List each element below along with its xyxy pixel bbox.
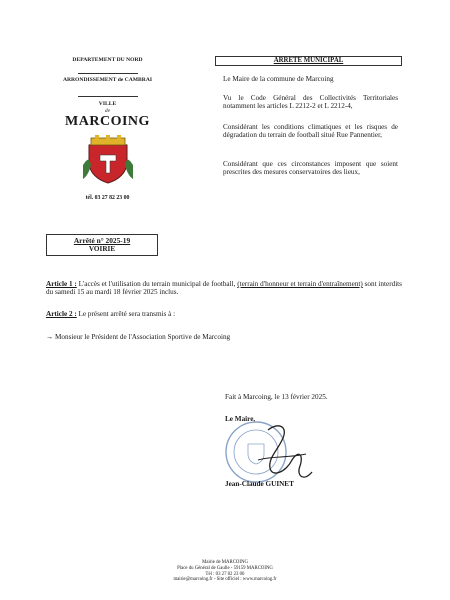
footer — [120, 560, 330, 583]
divider-2 — [78, 96, 138, 97]
town-name: MARCOING — [65, 114, 150, 129]
preamble-vu: Vu le Code Général des Collectivités Territoriales notamment les articles L 2212-2 et L 2212-4, — [223, 94, 398, 111]
preamble-considerant-2: Considérant que ces circonstances imposent que soient prescrites des mesures conservatoires des lieux, — [223, 160, 398, 177]
mayor-role: Le Maire, — [225, 415, 256, 423]
recipient-line: → Monsieur le Président de l'Association Sportive de Marcoing — [46, 333, 231, 341]
article-1-text-start: L'accès et l'utilisation du terrain municipal de football, — [76, 280, 238, 288]
arrete-subject: VOIRIE — [88, 245, 116, 253]
preamble-mayor: Le Maire de la commune de Marcoing — [223, 75, 334, 83]
arrete-number-box — [46, 234, 158, 256]
article-1-text-end: sont interdits du samedi 15 au mardi 18 février 2025 inclus. — [46, 280, 402, 297]
article-1-underlined: (terrain d'honneur et terrain d'entraînement) — [237, 280, 363, 288]
preamble-considerant-1: Considérant les conditions climatiques et les risques de dégradation du terrain de football situé Rue Pannentier, — [223, 123, 398, 140]
place-date: Fait à Marcoing, le 13 février 2025. — [225, 393, 328, 401]
article-1-label: Article 1 : — [46, 280, 77, 288]
phone-number: tél. 03 27 82 23 00 — [85, 195, 130, 201]
arrete-number: Arrêté n° 2025-19 — [73, 236, 131, 245]
ville-label: VILLE — [98, 101, 117, 107]
mayor-name: Jean-Claude GUINET — [225, 480, 294, 488]
footer-line-3: Tél : 03 27 82 23 00 — [205, 571, 245, 577]
coat-of-arms-icon — [83, 135, 133, 185]
title-box: ARRETE MUNICIPAL — [215, 56, 402, 66]
divider-1 — [78, 73, 138, 74]
footer-line-2: Place du Général de Gaulle - 59159 MARCOING — [177, 565, 273, 571]
arrondissement-label: ARRONDISSEMENT de CAMBRAI — [62, 77, 153, 83]
article-1 — [46, 280, 402, 296]
de-label: de — [104, 108, 111, 114]
article-2-label: Article 2 : — [46, 310, 77, 318]
footer-line-4: mairie@marcoing.fr - Site officiel : www.marcoing.fr — [173, 577, 277, 583]
department-label: DEPARTEMENT DU NORD — [72, 57, 143, 63]
article-2-text: Le présent arrêté sera transmis à : — [76, 310, 176, 318]
article-2 — [46, 310, 402, 318]
footer-line-1: Mairie de MARCOING — [202, 560, 248, 565]
